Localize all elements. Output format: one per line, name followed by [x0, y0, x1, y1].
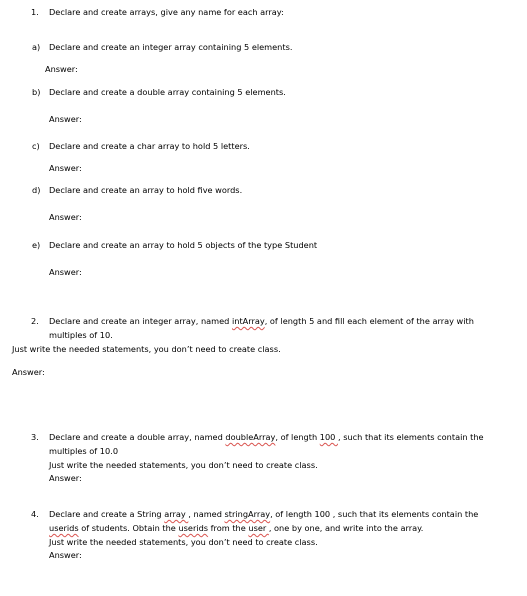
- q1b-label: b): [32, 87, 41, 97]
- q2-note: Just write the needed statements, you don’t need to create class.: [12, 344, 281, 354]
- q3-line1-post: , such that its elements contain the: [338, 432, 484, 442]
- q2-line1-post: , of length 5 and fill each element of the array with: [264, 316, 474, 326]
- q1a-answer: Answer:: [45, 64, 78, 74]
- q4-word-user: user: [248, 523, 269, 533]
- q1-text: Declare and create arrays, give any name for each array:: [49, 7, 284, 17]
- q3-number: 3.: [31, 432, 39, 442]
- q4-line1-post: , of length 100 , such that its elements contain the: [270, 509, 479, 519]
- q1c-text: Declare and create a char array to hold 5 letters.: [49, 141, 250, 151]
- q2-number: 2.: [31, 316, 39, 326]
- q4-line2-mid2: from the: [208, 523, 249, 533]
- q3-word-doublearray: doubleArray: [225, 432, 276, 442]
- q3-num-100: 100: [319, 432, 338, 442]
- q2-line1-pre: Declare and create an integer array, named: [49, 316, 232, 326]
- q2-line2: multiples of 10.: [49, 330, 113, 340]
- q1e-text: Declare and create an array to hold 5 objects of the type Student: [49, 240, 318, 250]
- q1-number: 1.: [31, 7, 39, 17]
- q3-line1-pre: Declare and create a double array, named: [49, 432, 226, 442]
- q2-answer: Answer:: [12, 367, 45, 377]
- q1a-label: a): [32, 42, 41, 52]
- q4-note: Just write the needed statements, you don’t need to create class.: [49, 537, 318, 547]
- q4-answer: Answer:: [49, 550, 82, 560]
- q1a-text: Declare and create an integer array containing 5 elements.: [49, 42, 293, 52]
- q4-line2-post: , one by one, and write into the array.: [268, 523, 424, 533]
- q1d-text: Declare and create an array to hold five words.: [49, 185, 243, 195]
- q1c-label: c): [32, 141, 40, 151]
- q1b-text: Declare and create a double array containing 5 elements.: [49, 87, 286, 97]
- q3-note: Just write the needed statements, you don’t need to create class.: [49, 460, 318, 470]
- q4-line1: [49, 509, 478, 519]
- q4-line1-pre: Declare and create a String: [49, 509, 165, 519]
- q1e-label: e): [32, 240, 41, 250]
- q4-line2: [49, 523, 423, 533]
- q1d-label: d): [32, 185, 41, 195]
- q4-word-userids-1: userids: [49, 523, 79, 533]
- q1c-answer: Answer:: [49, 163, 82, 173]
- q3-line1: [49, 432, 484, 442]
- q2-line1: [49, 316, 474, 326]
- q4-word-stringarray: stringArray: [224, 509, 271, 519]
- q3-line2: multiples of 10.0: [49, 446, 119, 456]
- q4-word-array: array: [164, 509, 189, 519]
- q1e-answer: Answer:: [49, 267, 82, 277]
- q4-line2-mid1: of students. Obtain the: [78, 523, 179, 533]
- q2-word-intarray: intArray: [231, 316, 265, 326]
- q3-answer: Answer:: [49, 473, 82, 483]
- q1d-answer: Answer:: [49, 212, 82, 222]
- q1b-answer: Answer:: [49, 114, 82, 124]
- q3-line1-mid: , of length: [275, 432, 320, 442]
- q4-word-userids-2: userids: [178, 523, 209, 533]
- q4-number: 4.: [31, 509, 39, 519]
- q4-line1-mid: , named: [188, 509, 225, 519]
